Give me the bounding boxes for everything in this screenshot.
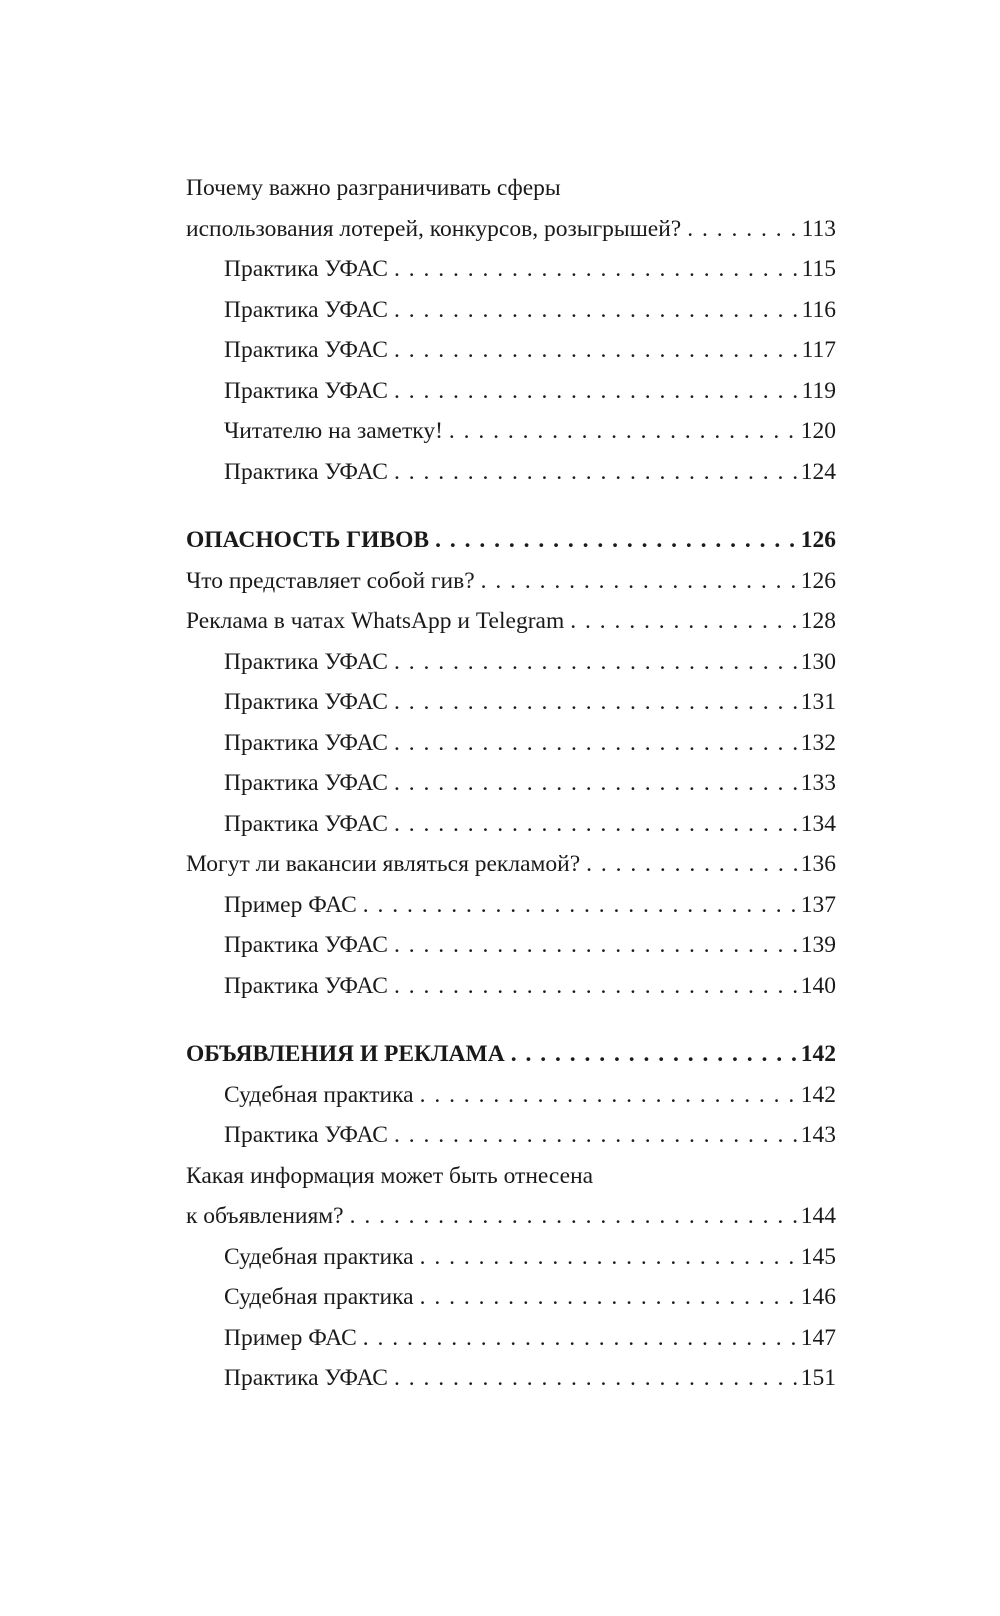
- toc-page-number: 140: [800, 972, 836, 999]
- toc-entry: [186, 682, 836, 723]
- toc-page-number: 146: [800, 1284, 836, 1310]
- toc-page-number: 142: [800, 1081, 836, 1108]
- dot-leader: [388, 642, 799, 683]
- toc-page-number: 120: [800, 418, 836, 444]
- toc-entry-title: Практика УФАС: [224, 1122, 388, 1148]
- toc-entry: [186, 642, 836, 683]
- dot-leader: [388, 966, 799, 1007]
- toc-entry: [186, 1196, 836, 1237]
- toc-entry-title: Читателю на заметку!: [224, 418, 443, 444]
- dot-leader: [388, 1358, 799, 1399]
- dot-leader: [388, 723, 799, 764]
- toc-entry-title: ОПАСНОСТЬ ГИВОВ: [186, 527, 430, 553]
- toc-entry-title: Реклама в чатах WhatsApp и Telegram: [186, 608, 565, 634]
- toc-entry: [186, 209, 836, 250]
- toc-entry: [186, 844, 836, 885]
- dot-leader: [388, 804, 799, 845]
- toc-entry: [186, 1156, 836, 1197]
- toc-entry-title: к объявлениям?: [186, 1203, 344, 1229]
- toc-page-number: 144: [800, 1203, 836, 1229]
- toc-entry-title: Практика УФАС: [224, 729, 388, 756]
- dot-leader: [388, 290, 800, 331]
- dot-leader: [580, 844, 799, 885]
- toc-entry: [186, 330, 836, 371]
- dot-leader: [681, 209, 799, 250]
- toc-page-number: 131: [800, 689, 836, 715]
- toc-entry: [186, 1277, 836, 1318]
- toc-entry-title: Судебная практика: [224, 1081, 414, 1108]
- toc-page-number: 137: [800, 891, 836, 918]
- toc-entry: [186, 1237, 836, 1278]
- toc-entry: [186, 601, 836, 642]
- toc-page-number: 151: [800, 1365, 836, 1391]
- toc-chapter-heading: [186, 520, 836, 561]
- toc-page-number: 126: [800, 527, 836, 553]
- dot-leader: [564, 601, 799, 642]
- toc-entry-title: Практика УФАС: [224, 377, 388, 404]
- toc-entry: [186, 1075, 836, 1116]
- toc-page-number: 133: [800, 770, 836, 796]
- dot-leader: [357, 885, 799, 926]
- dot-leader: [475, 561, 799, 602]
- toc-entry-title: Практика УФАС: [224, 810, 388, 837]
- toc-page-number: 145: [800, 1243, 836, 1270]
- toc-entry-title: Пример ФАС: [224, 891, 357, 918]
- toc-entry: [186, 1115, 836, 1156]
- toc-page-number: 143: [800, 1122, 836, 1148]
- toc-entry: [186, 723, 836, 764]
- toc-entry: [186, 290, 836, 331]
- toc-entry-title: Практика УФАС: [224, 972, 388, 999]
- dot-leader: [443, 411, 799, 452]
- toc-entry-title: Какая информация может быть отнесена: [186, 1162, 594, 1189]
- toc-page-number: 119: [801, 377, 836, 404]
- toc-page-number: 126: [800, 567, 836, 594]
- dot-leader: [429, 520, 799, 561]
- dot-leader: [388, 249, 800, 290]
- dot-leader: [388, 763, 799, 804]
- toc-entry-title: Практика УФАС: [224, 932, 388, 958]
- toc-entry: [186, 561, 836, 602]
- toc-entry: [186, 763, 836, 804]
- dot-leader: [414, 1075, 799, 1116]
- toc-page-number: 124: [800, 458, 836, 485]
- toc-entry: [186, 168, 836, 209]
- dot-leader: [357, 1318, 799, 1359]
- toc-entry: [186, 411, 836, 452]
- toc-page-number: 147: [800, 1324, 836, 1351]
- toc-entry-title: Практика УФАС: [224, 296, 388, 323]
- toc-page-number: 117: [801, 337, 836, 363]
- dot-leader: [388, 452, 799, 493]
- toc-page-number: 116: [801, 296, 836, 323]
- dot-leader: [505, 1034, 799, 1075]
- toc-entry: [186, 966, 836, 1007]
- toc-entry-title: Могут ли вакансии являться рекламой?: [186, 851, 581, 877]
- toc-entry: [186, 452, 836, 493]
- dot-leader: [388, 925, 799, 966]
- toc-page-number: 132: [800, 729, 836, 756]
- toc-page-number: 136: [800, 851, 836, 877]
- toc-entry-title: Практика УФАС: [224, 458, 388, 485]
- toc-entry-title: Практика УФАС: [224, 689, 388, 715]
- dot-leader: [388, 682, 799, 723]
- dot-leader: [388, 371, 800, 412]
- toc-entry-title: Что представляет собой гив?: [186, 567, 475, 594]
- toc-page-number: 115: [801, 256, 836, 282]
- toc-entry-title: Почему важно разграничивать сферы: [186, 175, 561, 201]
- dot-leader: [414, 1237, 799, 1278]
- toc-entry-title: использования лотерей, конкурсов, розыгрышей?: [186, 215, 682, 242]
- dot-leader: [344, 1196, 799, 1237]
- toc-entry-title: Судебная практика: [224, 1243, 414, 1270]
- toc-page-number: 134: [800, 810, 836, 837]
- toc-entry: [186, 885, 836, 926]
- toc-page-number: 139: [800, 932, 836, 958]
- toc-entry-title: Практика УФАС: [224, 648, 388, 675]
- toc-page-number: 128: [800, 608, 836, 634]
- toc-page-number: 142: [800, 1041, 836, 1067]
- toc-entry: [186, 925, 836, 966]
- toc-entry-title: Судебная практика: [224, 1284, 414, 1310]
- toc-entry: [186, 804, 836, 845]
- dot-leader: [388, 1115, 799, 1156]
- toc-entry-title: Пример ФАС: [224, 1324, 357, 1351]
- table-of-contents: [186, 168, 836, 1399]
- toc-entry: [186, 1358, 836, 1399]
- toc-entry-title: Практика УФАС: [224, 256, 388, 282]
- toc-page-number: 113: [801, 215, 836, 242]
- toc-entry-title: Практика УФАС: [224, 1365, 388, 1391]
- toc-entry-title: Практика УФАС: [224, 770, 388, 796]
- toc-entry-title: Практика УФАС: [224, 337, 388, 363]
- toc-entry: [186, 249, 836, 290]
- toc-entry: [186, 371, 836, 412]
- toc-chapter-heading: [186, 1034, 836, 1075]
- dot-leader: [414, 1277, 799, 1318]
- toc-entry: [186, 1318, 836, 1359]
- dot-leader: [388, 330, 800, 371]
- toc-entry-title: ОБЪЯВЛЕНИЯ И РЕКЛАМА: [186, 1041, 505, 1067]
- toc-page-number: 130: [800, 648, 836, 675]
